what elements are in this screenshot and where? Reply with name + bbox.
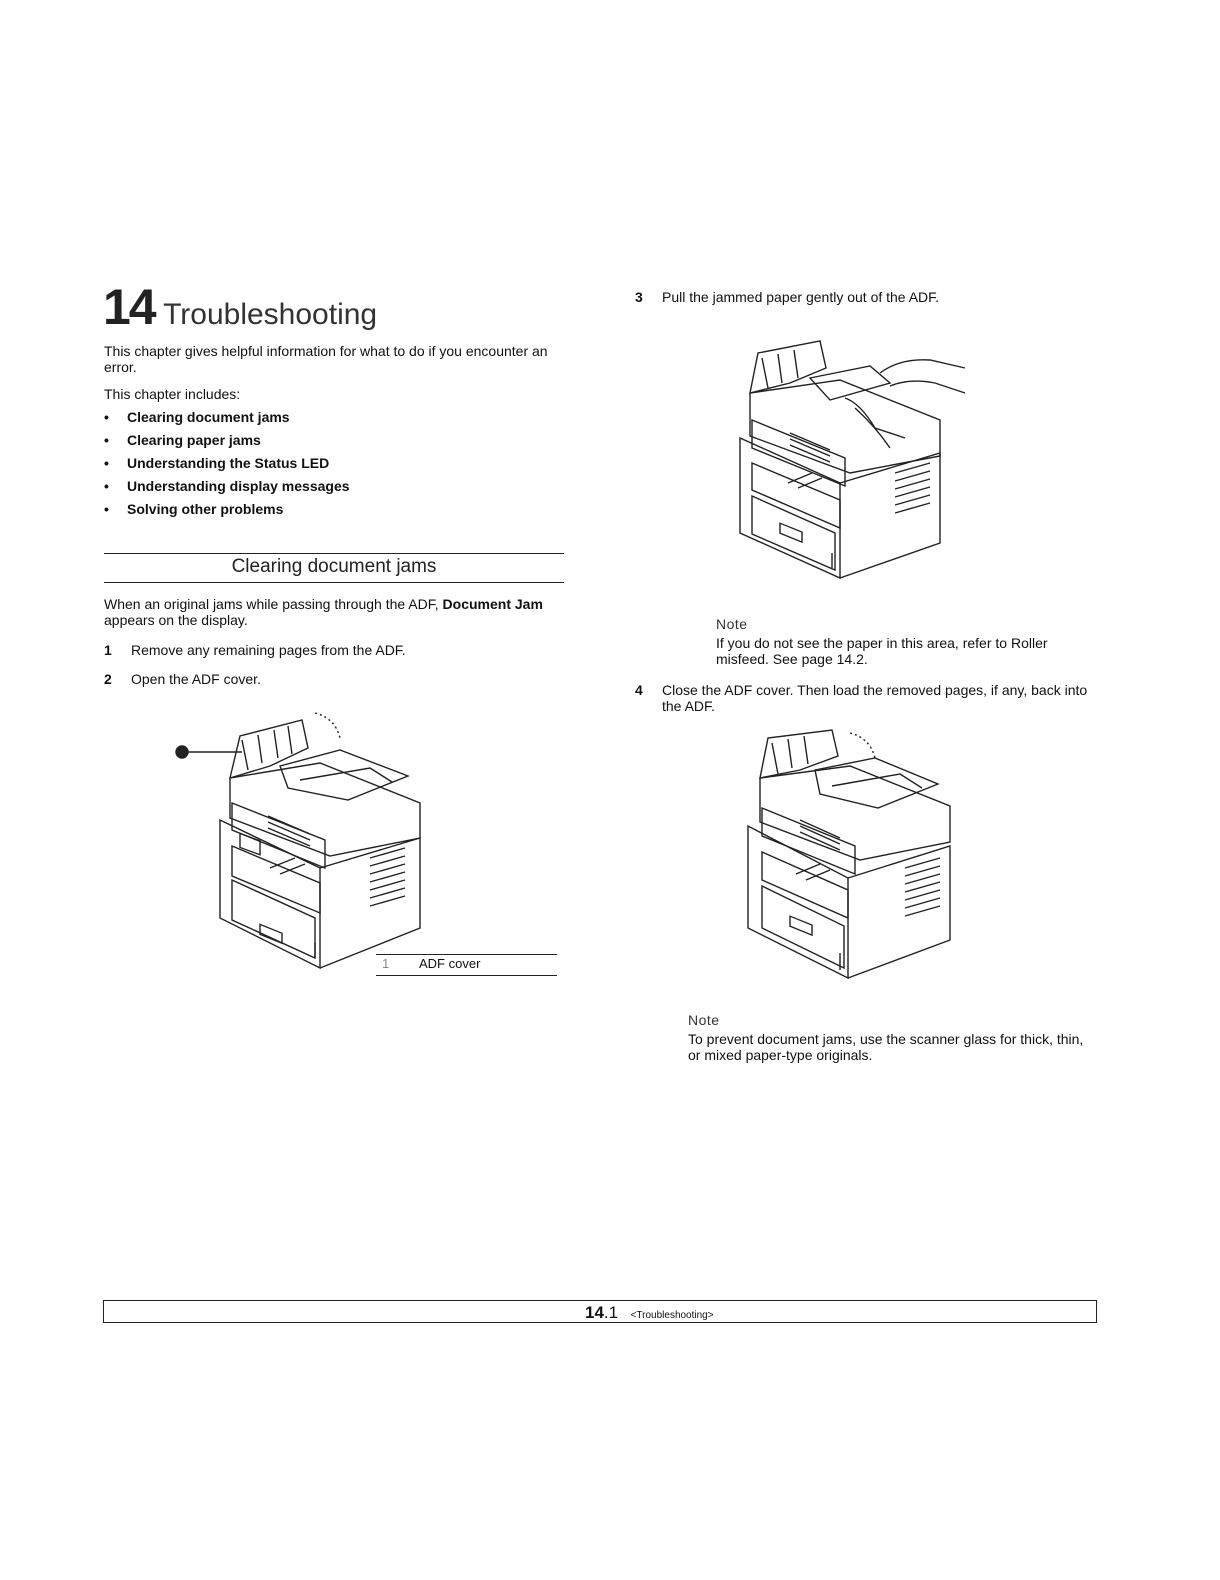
intro-prefix: When an original jams while passing through the ADF,: [104, 596, 439, 612]
note-2-heading: Note: [688, 1012, 720, 1028]
chapter-title: [103, 278, 377, 336]
section-title: Clearing document jams: [231, 556, 437, 577]
topic-label: Clearing paper jams: [127, 432, 261, 448]
caption-label: ADF cover: [419, 956, 481, 971]
chapter-number: 14: [103, 279, 155, 335]
figure-close-adf: [740, 728, 960, 986]
step-3: [635, 289, 939, 305]
footer: [585, 1303, 714, 1323]
topic-label: Clearing document jams: [127, 409, 290, 425]
chapter-intro: This chapter gives helpful information for what to do if you encounter an error.: [104, 343, 548, 375]
intro-suffix: appears on the display.: [104, 612, 248, 628]
note-1-text: If you do not see the paper in this area, refer to Roller misfeed. See page 14.2.: [716, 635, 1048, 667]
caption-callout: 1: [382, 956, 390, 971]
step-number: 2: [104, 671, 112, 687]
topic-item[interactable]: • Understanding the Status LED: [104, 455, 330, 471]
topic-item[interactable]: • Clearing paper jams: [104, 432, 261, 448]
section-rule-top: [104, 553, 564, 554]
note-2-text: To prevent document jams, use the scanner glass for thick, thin, or mixed paper-type originals.: [688, 1031, 1084, 1063]
page-number-minor: .1: [603, 1303, 619, 1322]
topic-label: Understanding display messages: [127, 478, 350, 494]
step-number: 4: [635, 682, 643, 698]
step-text: Pull the jammed paper gently out of the ADF.: [662, 289, 940, 305]
step-1: [104, 642, 406, 658]
topic-label: Solving other problems: [127, 501, 284, 517]
step-number: 3: [635, 289, 643, 305]
chapter-name: Troubleshooting: [163, 298, 378, 331]
footer-label: <Troubleshooting>: [630, 1310, 714, 1321]
topic-item[interactable]: • Clearing document jams: [104, 409, 290, 425]
figure-pull-paper: [730, 338, 970, 578]
step-2: [104, 671, 261, 687]
step-text: Close the ADF cover. Then load the removed pages, if any, back into the ADF.: [662, 682, 1088, 714]
step-text: Remove any remaining pages from the ADF.: [131, 642, 406, 658]
section-rule-bottom: [104, 582, 564, 583]
document-jam-message: Document Jam: [442, 596, 543, 612]
includes-label: This chapter includes:: [104, 386, 241, 402]
caption-rule-bottom: [376, 975, 557, 976]
step-number: 1: [104, 642, 112, 658]
step-text: Open the ADF cover.: [131, 671, 261, 687]
topic-item[interactable]: • Understanding display messages: [104, 478, 350, 494]
topic-list: [104, 408, 350, 523]
caption-rule-top: [376, 954, 557, 955]
topic-label: Understanding the Status LED: [127, 455, 330, 471]
figure-caption: [382, 956, 480, 972]
page-number-major: 14: [585, 1303, 604, 1322]
section-intro: [104, 596, 566, 628]
note-1-heading: Note: [716, 616, 748, 632]
topic-item[interactable]: • Solving other problems: [104, 501, 284, 517]
step-4: [635, 682, 1090, 714]
figure-adf-open: [170, 708, 430, 973]
